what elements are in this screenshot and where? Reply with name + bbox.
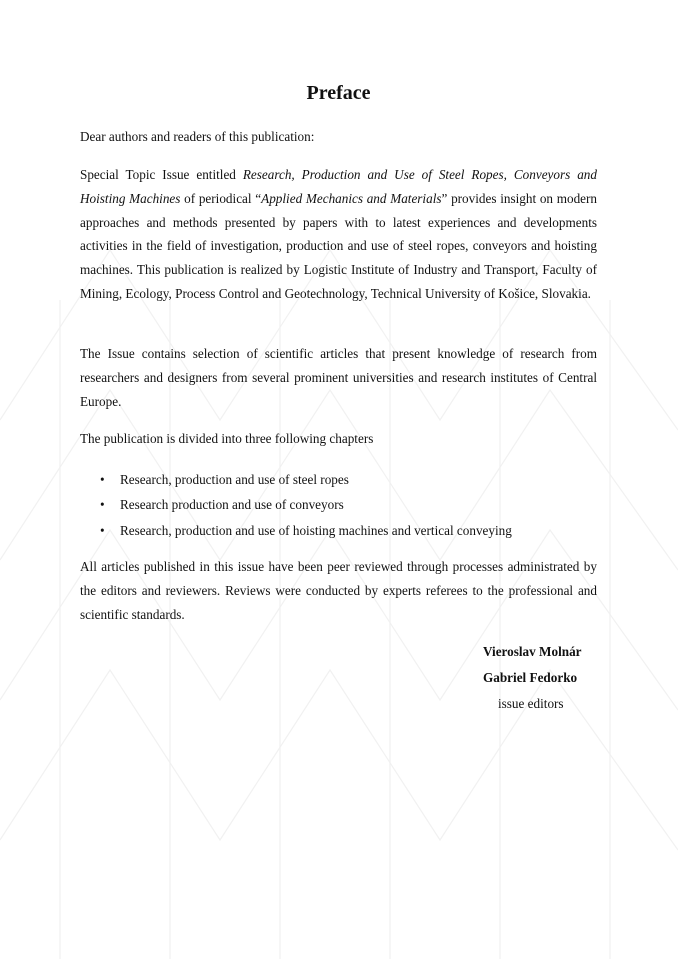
page-title: Preface <box>306 82 371 104</box>
list-item <box>80 518 597 543</box>
greeting-paragraph: Dear authors and readers of this publication: <box>80 129 315 144</box>
chapter-label: Research production and use of conveyors <box>120 497 344 513</box>
editor-role: issue editors <box>498 695 564 711</box>
list-item <box>80 467 597 492</box>
intro-text-1: Special Topic Issue entitled <box>80 167 243 182</box>
editor-name: Gabriel Fedorko <box>483 669 578 685</box>
chapter-label: Research, production and use of steel ropes <box>120 472 349 487</box>
chapter-label: Research, production and use of hoisting machines and vertical conveying <box>120 522 512 538</box>
bullet-icon: • <box>100 497 105 513</box>
bullet-icon: • <box>100 522 105 538</box>
issue-title: Research, Production and Use of Steel Ropes, Conveyors and Hoisting Machines <box>80 167 597 206</box>
bullet-icon: • <box>100 472 105 487</box>
intro-text-3: ” provides insight on modern approaches and methods presented by papers with to latest experiences and developments activities in the field of investigation, production and use of steel ropes, conveyors and hoisting machines. This publication is realized by Logistic Institute of Industry and Transport, Faculty of Mining, Ecology, Process Control and Geotechnology, Technical University of Košice, Slovakia. <box>80 190 598 301</box>
peer-review-paragraph: All articles published in this issue have been peer reviewed through processes administrated by the editors and reviewers. Reviews were conducted by experts referees to the professional and scientific standards. <box>80 559 597 622</box>
issue-contents-paragraph: The Issue contains selection of scientific articles that present knowledge of research from researchers and designers from several prominent universities and research institutes of Central Europe. <box>80 346 597 409</box>
chapters-list <box>80 467 597 543</box>
intro-text-2: of periodical “ <box>180 190 262 206</box>
intro-paragraph <box>80 163 597 306</box>
editor-name: Vieroslav Molnár <box>483 644 582 659</box>
signature-block <box>483 639 597 716</box>
list-item <box>80 492 597 517</box>
chapters-intro: The publication is divided into three following chapters <box>80 431 374 446</box>
periodical-title: Applied Mechanics and Materials <box>261 190 442 206</box>
